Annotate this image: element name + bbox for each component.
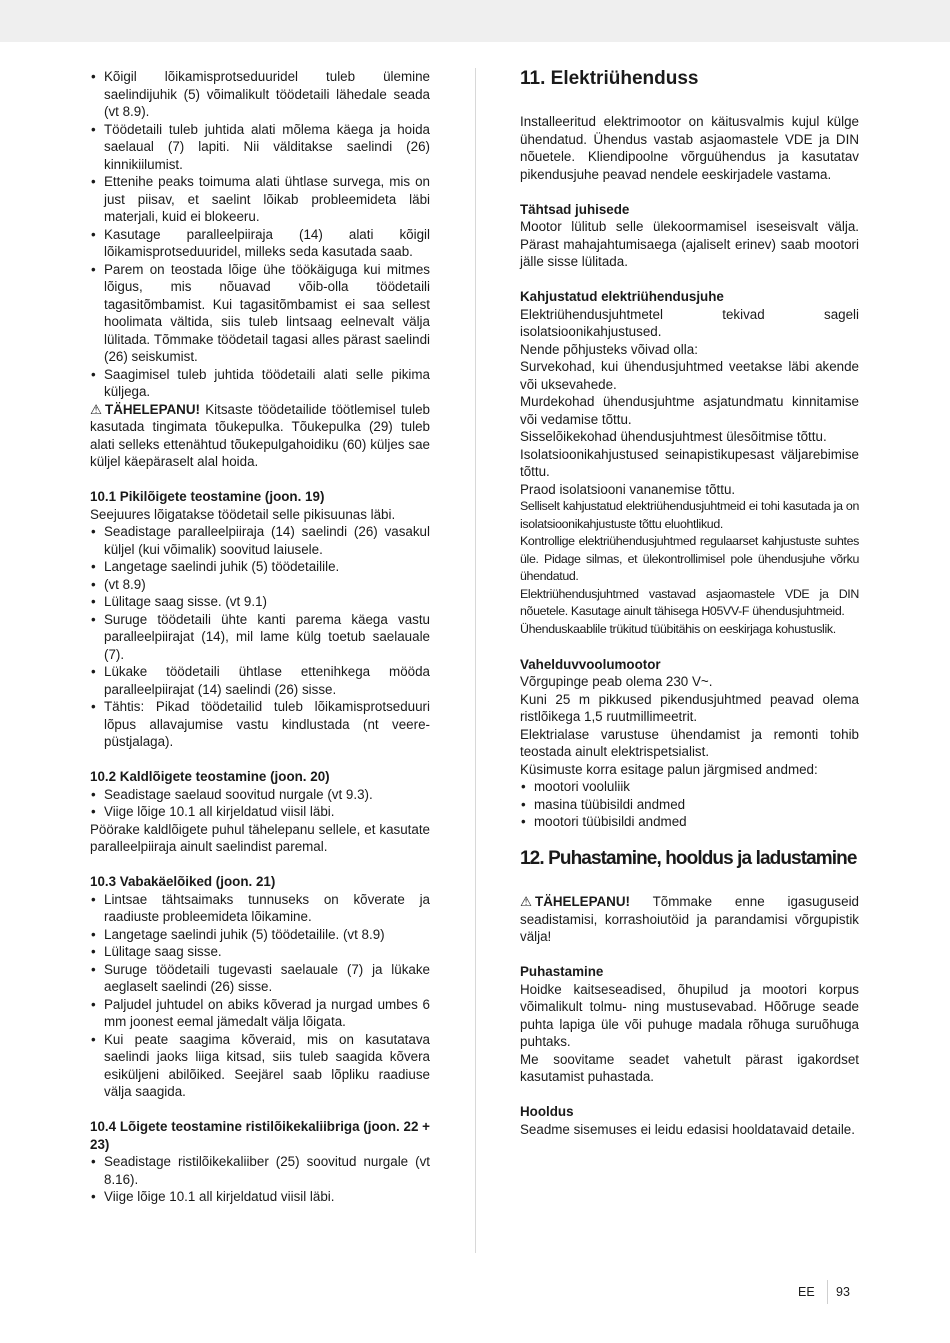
list-item: • Viige lõige 10.1 all kirjeldatud viisil läbi.: [90, 803, 430, 821]
language-code: EE: [798, 1285, 815, 1299]
ac-motor-line: Võrgupinge peab olema 230 V~.: [520, 674, 713, 689]
list-item: • Langetage saelindi juhik (5) töödetailile. (vt 8.9): [90, 926, 430, 944]
warning-text: Kitsaste töödetailide töötlemisel tuleb kasutada tingimata tõukepulka. Tõukepulka (29) tuleb alati selleks ettenähtud tõukepulgahoidiku (60) küljes sae küljel käepäraselt alal hoida.: [90, 401, 430, 469]
section-10-2-outro: Pöörake kaldlõigete puhul tähelepanu sellele, et kasutate paralleelpiiraja ainult saelindist paremal.: [90, 821, 430, 854]
warning-triangle-icon: ⚠: [90, 401, 103, 417]
damaged-cable-line: Nende põhjusteks võivad olla:: [520, 341, 698, 357]
cleaning-text: Hoidke kaitseseadised, õhupilud ja mootori korpus võimalikult tolmu- ning mustusevabad. Hõõruge seade puhta lapiga üle või puhuge madala rõhuga suruõhuga puhtaks.: [520, 981, 859, 1049]
list-item: • mootori tüübisildi andmed: [520, 813, 859, 831]
list-item: • Lülitage saag sisse.: [90, 943, 430, 961]
list-item: • Suruge töödetaili tugevasti saelauale (7) ja lükake aeglaselt saelindi (26) sisse.: [90, 961, 430, 996]
list-item: • Kui peate saagima kõveraid, mis on kasutatava saelindi jaoks liiga kitsad, siis tuleb saagida kõvera esiküljeni abilõiked. Seejärel saab lõpliku raadiuse välja saagida.: [90, 1031, 430, 1101]
section-10-1-list: [90, 523, 430, 751]
list-item: • Kasutage paralleelpiiraja (14) alati kõigil lõikamisprotseduuridel, milleks seda kasutada saab.: [90, 226, 430, 261]
section-12-warning: [520, 893, 859, 946]
section-11-intro: Installeeritud elektrimootor on käitusvalmis kujul külge ühendatud. Ühendus vastab asjaomastele VDE ja DIN nõuetele. Kliendipoolne võrguühendus ja kasutatav pikendusjuhe peavad nendele eeskirjadele vastama.: [520, 114, 859, 182]
list-item: • Seadistage paralleelpiiraja (14) saelindi (26) vasakul küljel (kui võimalik) soovitud laiusele.: [90, 523, 430, 558]
list-item: • Paljudel juhtudel on abiks kõverad ja nurgad umbes 6 mm joonest eemal jämedalt välja lõigata.: [90, 996, 430, 1031]
section-11-heading: 11. Elektriühenduss: [520, 68, 699, 89]
list-item: • Lülitage saag sisse. (vt 9.1): [90, 593, 430, 611]
list-item: • Ettenihe peaks toimuma alati ühtlase survega, mis on just piisav, et saelint lõikab probleemideta läbi materjali, kuid ei blokeeru.: [90, 173, 430, 226]
list-item: • Lükake töödetaili ühtlase ettenihkega mööda paralleelpiirajat (14) saelindi (26) sisse.: [90, 663, 430, 698]
page-number: 93: [836, 1285, 850, 1299]
left-column: [90, 68, 430, 1206]
list-item: • Parem on teostada lõige ühe töökäiguga kui mitmes lõigus, mis nõuavad võib-olla töödetaili tagasitõmbamist. Kui tagasitõmbamist ei saa sellest hoolimata vältida, siis tuleb lintsaag eelnevalt välja lülitada. Tõmmake töödetail tagasi alles pärast saelindi (26) seiskumist.: [90, 261, 430, 366]
damaged-cable-note: Selliselt kahjustatud elektriühendusjuhtmeid ei tohi kasutada ja on isolatsioonikahjustuste tõttu eluohtlikud.: [520, 499, 859, 531]
warning-label-group: [90, 402, 200, 417]
damaged-cable-line: Sisselõikekohad ühendusjuhtmest ülesõitmise tõttu.: [520, 429, 827, 444]
list-item: • Seadistage saelaud soovitud nurgale (vt 9.3).: [90, 786, 430, 804]
list-item: • Tähtis: Pikad töödetailid tuleb lõikamisprotseduuri lõpus allavajumise vastu kindlustada (nt veere-püstjalaga).: [90, 698, 430, 751]
section-10-4-title: 10.4 Lõigete teostamine ristilõikekaliibriga (joon. 22 + 23): [90, 1119, 430, 1152]
ac-motor-line: Kuni 25 m pikkused pikendusjuhtmed peavad olema ristlõikega 1,5 ruutmillimeetrit.: [520, 691, 859, 724]
damaged-cable-title: Kahjustatud elektriühendusjuhe: [520, 289, 724, 304]
damaged-cable-note: Ühenduskaablile trükitud tüübitähis on eeskirjaga kohustuslik.: [520, 621, 836, 636]
important-notes-text: Mootor lülitub selle ülekoormamisel iseseisvalt välja. Pärast mahajahtumisaega (ajaliselt erinev) saab mootori jälle sisse lülitada.: [520, 219, 859, 269]
column-divider: [475, 68, 476, 1253]
list-item: • Saagimisel tuleb juhtida töödetaili alati selle pikima küljega.: [90, 366, 430, 401]
warning-triangle-icon: ⚠: [520, 894, 533, 909]
damaged-cable-line: Isolatsioonikahjustused seinapistikupesast väljarebimise tõttu.: [520, 446, 859, 479]
warning-label: TÄHELEPANU!: [535, 894, 630, 909]
cleaning-title: Puhastamine: [520, 964, 604, 979]
warning-paragraph: [90, 401, 430, 471]
damaged-cable-line: Survekohad, kui ühendusjuhtmed veetakse läbi akende või uksevahede.: [520, 359, 859, 392]
section-10-3-title: 10.3 Vabakäelõiked (joon. 21): [90, 874, 276, 889]
section-10-1-intro: Seejuures lõigatakse töödetail selle pikisuunas läbi.: [90, 506, 396, 522]
damaged-cable-note: Kontrollige elektriühendusjuhtmed regulaarset kahjustuste suhtes üle. Pidage silmas, et ülekontrollimisel pole ühendusjuhe võrku ühendatud.: [520, 534, 859, 583]
list-item: • Töödetaili tuleb juhtida alati mõlema käega ja hoida saelaual (7) lapiti. Nii välditakse saelindi (26) kinnikiilumist.: [90, 121, 430, 174]
right-column: [520, 68, 859, 1138]
ac-motor-title: Vahelduvvoolumootor: [520, 656, 661, 672]
intro-bullet-list: [90, 68, 430, 401]
list-item: • Langetage saelindi juhik (5) töödetailile.: [90, 558, 430, 576]
section-10-3-list: [90, 891, 430, 1101]
ac-motor-list: [520, 778, 859, 831]
warning-text: Tõmmake enne igasuguseid seadistamisi, korrashoiutöid ja parandamisi võrgupistik välja!: [520, 894, 859, 944]
damaged-cable-line: Elektriühendusjuhtmetel tekivad sageli isolatsioonikahjustused.: [520, 306, 859, 339]
list-item: • Suruge töödetaili ühte kanti parema käega vastu paralleelpiirajat (14), mil lame külg toetub saelauale (7).: [90, 611, 430, 664]
warning-label: TÄHELEPANU!: [105, 401, 200, 417]
damaged-cable-line: Praod isolatsiooni vananemise tõttu.: [520, 481, 736, 497]
maintenance-text: Seadme sisemuses ei leidu edasisi hooldatavaid detaile.: [520, 1121, 855, 1137]
section-10-2-list: [90, 786, 430, 821]
list-item: • masina tüübisildi andmed: [520, 796, 859, 814]
section-10-2-title: 10.2 Kaldlõigete teostamine (joon. 20): [90, 769, 330, 784]
maintenance-title: Hooldus: [520, 1104, 574, 1119]
ac-motor-line: Elektrialase varustuse ühendamist ja remonti tohib teostada ainult elektrispetsialist.: [520, 726, 859, 759]
list-item: • Lintsae tähtsaimaks tunnuseks on kõverate ja raadiuste probleemideta lõikamine.: [90, 891, 430, 926]
list-item: • Kõigil lõikamisprotseduuridel tuleb ülemine saelindijuhik (5) võimalikult töödetaili lähedale seada (vt 8.9).: [90, 68, 430, 121]
section-10-1-title: 10.1 Pikilõigete teostamine (joon. 19): [90, 489, 325, 504]
important-notes-title: Tähtsad juhisede: [520, 201, 630, 217]
list-item: • (vt 8.9): [90, 576, 430, 594]
section-12-heading: 12. Puhastamine, hooldus ja ladustamine: [520, 848, 857, 869]
list-item: • Seadistage ristilõikekaliiber (25) soovitud nurgale (vt 8.16).: [90, 1153, 430, 1188]
damaged-cable-line: Murdekohad ühendusjuhtme asjatundmatu kinnitamise või vedamise tõttu.: [520, 394, 859, 427]
list-item: • Viige lõige 10.1 all kirjeldatud viisil läbi.: [90, 1188, 430, 1206]
damaged-cable-note: Elektriühendusjuhtmed vastavad asjaomastele VDE ja DIN nõuetele. Kasutage ainult tähisega H05VV-F ühendusjuhtmeid.: [520, 586, 859, 618]
section-10-4-list: [90, 1153, 430, 1206]
list-item: • mootori vooluliik: [520, 778, 859, 796]
cleaning-text: Me soovitame seadet vahetult pärast igakordset kasutamist puhastada.: [520, 1051, 859, 1084]
warning-label-group: [520, 894, 630, 909]
ac-motor-line: Küsimuste korra esitage palun järgmised andmed:: [520, 761, 818, 777]
top-band: [0, 0, 950, 42]
footer-divider: [827, 1280, 828, 1304]
